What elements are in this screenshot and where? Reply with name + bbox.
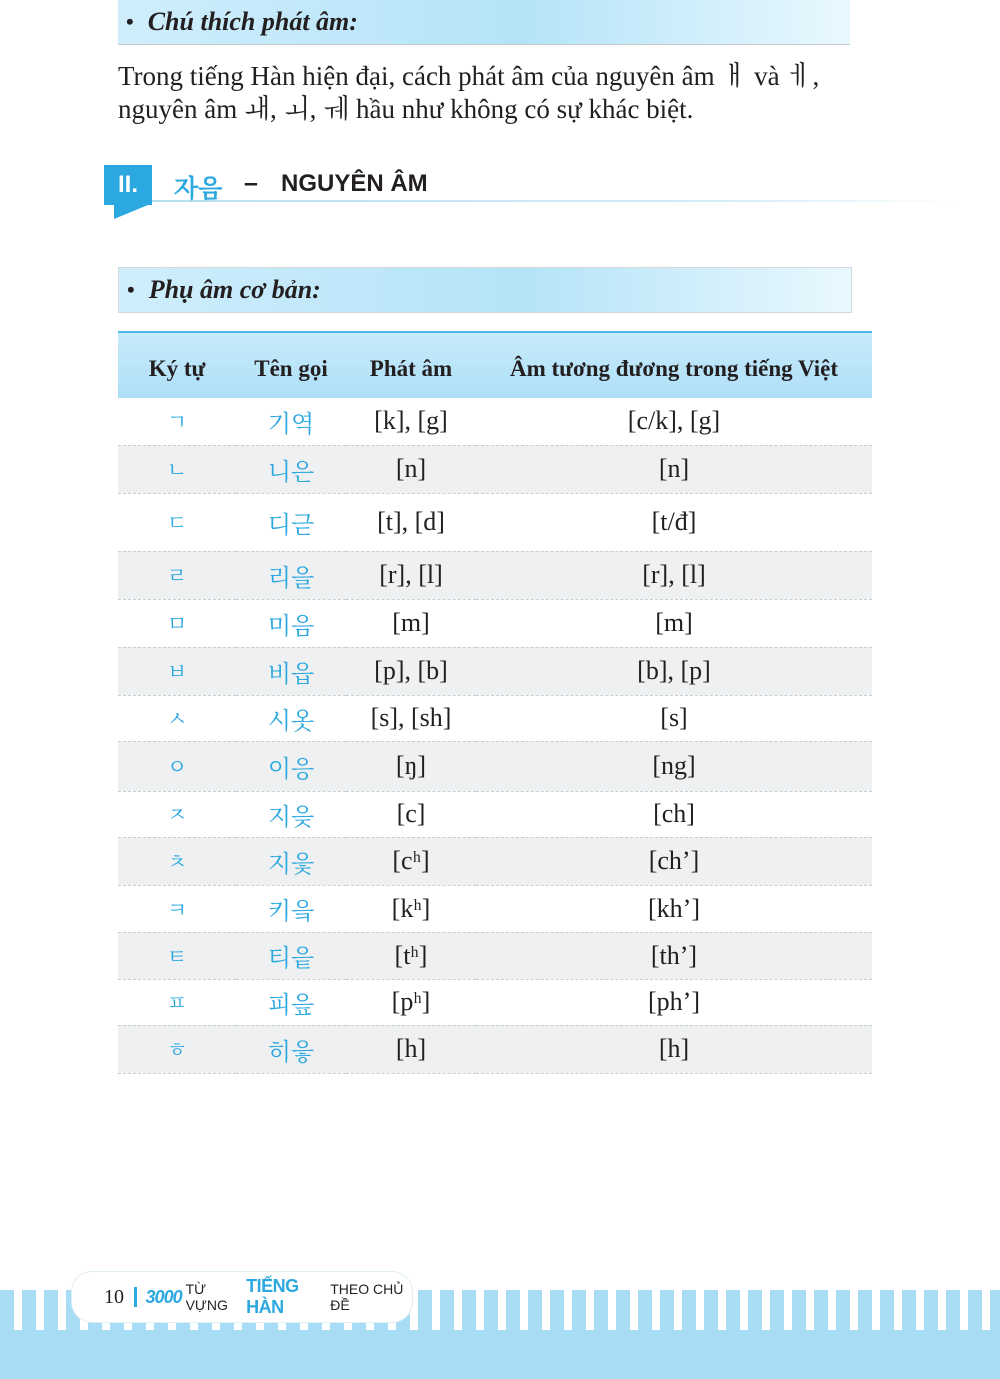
footer-band (0, 1330, 1000, 1379)
consonant-vietnamese: [m] (476, 599, 872, 647)
section-heading (104, 165, 984, 225)
header-character: Ký tự (118, 332, 236, 398)
consonant-pronunciation: [cʰ] (346, 837, 476, 885)
footer-separator (134, 1287, 137, 1307)
consonant-vietnamese: [s] (476, 695, 872, 741)
consonant-name: 지읓 (236, 837, 346, 885)
header-vietnamese-equivalent: Âm tương đương trong tiếng Việt (476, 332, 872, 398)
consonant-letter: ㅂ (118, 647, 236, 695)
consonant-name: 시옷 (236, 695, 346, 741)
consonant-letter: ㅈ (118, 791, 236, 837)
table-row (118, 493, 872, 551)
consonant-pronunciation: [tʰ] (346, 932, 476, 979)
book-brand-highlight: TIẾNG HÀN (246, 1276, 299, 1317)
consonant-name: 키읔 (236, 885, 346, 932)
consonant-pronunciation: [p], [b] (346, 647, 476, 695)
consonant-letter: ㅅ (118, 695, 236, 741)
consonant-pronunciation: [r], [l] (346, 551, 476, 599)
consonant-vietnamese: [c/k], [g] (476, 398, 872, 445)
consonant-letter: ㅋ (118, 885, 236, 932)
book-brand-subtitle: THEO CHỦ ĐỀ (330, 1281, 404, 1313)
consonant-letter: ㅎ (118, 1025, 236, 1073)
consonant-name: 티읕 (236, 932, 346, 979)
consonant-letter: ㅌ (118, 932, 236, 979)
consonant-vietnamese: [t/đ] (476, 493, 872, 551)
table-row (118, 791, 872, 837)
book-brand-text: TỪ VỰNG (185, 1281, 228, 1313)
consonant-name: 리을 (236, 551, 346, 599)
note-paragraph: Trong tiếng Hàn hiện đại, cách phát âm của nguyên âm ㅐ và ㅔ, nguyên âm ㅙ, ㅚ, ㅞ hầu như không có sự khác biệt. (118, 61, 820, 124)
consonant-vietnamese: [b], [p] (476, 647, 872, 695)
consonant-letter: ㄴ (118, 445, 236, 493)
consonant-pronunciation: [kʰ] (346, 885, 476, 932)
consonant-vietnamese: [ch’] (476, 837, 872, 885)
consonant-letter: ㅇ (118, 741, 236, 791)
consonant-pronunciation: [c] (346, 791, 476, 837)
book-brand-number: 3000 (145, 1286, 182, 1307)
table-row (118, 837, 872, 885)
consonant-name: 기역 (236, 398, 346, 445)
consonant-vietnamese: [h] (476, 1025, 872, 1073)
consonant-letter: ㄱ (118, 398, 236, 445)
page-number: 10 (104, 1285, 124, 1308)
consonant-vietnamese: [n] (476, 445, 872, 493)
consonant-letter: ㅊ (118, 837, 236, 885)
consonant-name: 비읍 (236, 647, 346, 695)
consonant-pronunciation: [s], [sh] (346, 695, 476, 741)
consonant-name: 니은 (236, 445, 346, 493)
basic-consonants-heading: Phụ âm cơ bản: (148, 275, 321, 304)
section-underline (152, 200, 962, 202)
consonant-name: 디귿 (236, 493, 346, 551)
consonant-name: 지읒 (236, 791, 346, 837)
table-row (118, 979, 872, 1025)
header-name: Tên gọi (236, 332, 346, 398)
footer-label (72, 1272, 412, 1322)
bullet-icon: • (127, 277, 135, 302)
consonant-name: 히읗 (236, 1025, 346, 1073)
table-row (118, 647, 872, 695)
consonant-name: 피읖 (236, 979, 346, 1025)
consonant-vietnamese: [r], [l] (476, 551, 872, 599)
consonant-pronunciation: [n] (346, 445, 476, 493)
bullet-icon: • (126, 9, 134, 34)
table-row (118, 398, 872, 445)
table-row (118, 599, 872, 647)
header-pronunciation: Phát âm (346, 332, 476, 398)
consonant-letter: ㄷ (118, 493, 236, 551)
consonant-pronunciation: [k], [g] (346, 398, 476, 445)
consonant-letter: ㅍ (118, 979, 236, 1025)
table-row (118, 885, 872, 932)
table-row (118, 695, 872, 741)
note-heading: Chú thích phát âm: (147, 7, 358, 36)
consonant-pronunciation: [pʰ] (346, 979, 476, 1025)
consonant-pronunciation: [m] (346, 599, 476, 647)
basic-consonants-heading-box (118, 267, 852, 313)
section-tab-tail (114, 205, 148, 219)
consonant-vietnamese: [ng] (476, 741, 872, 791)
note-heading-box (118, 0, 850, 45)
consonant-pronunciation: [ŋ] (346, 741, 476, 791)
table-row (118, 1025, 872, 1073)
section-title: NGUYÊN ÂM (281, 170, 428, 197)
consonant-vietnamese: [ch] (476, 791, 872, 837)
table-row (118, 445, 872, 493)
consonant-name: 이응 (236, 741, 346, 791)
consonant-table (118, 331, 872, 1074)
consonant-pronunciation: [h] (346, 1025, 476, 1073)
consonant-vietnamese: [th’] (476, 932, 872, 979)
consonant-letter: ㄹ (118, 551, 236, 599)
consonant-vietnamese: [ph’] (476, 979, 872, 1025)
section-korean-title: 자음 (174, 174, 223, 203)
table-row (118, 741, 872, 791)
section-number: II. (104, 165, 152, 205)
table-row (118, 932, 872, 979)
consonant-letter: ㅁ (118, 599, 236, 647)
table-header-row (118, 332, 872, 398)
table-row (118, 551, 872, 599)
section-dash: – (244, 169, 258, 197)
consonant-vietnamese: [kh’] (476, 885, 872, 932)
consonant-pronunciation: [t], [d] (346, 493, 476, 551)
consonant-name: 미음 (236, 599, 346, 647)
